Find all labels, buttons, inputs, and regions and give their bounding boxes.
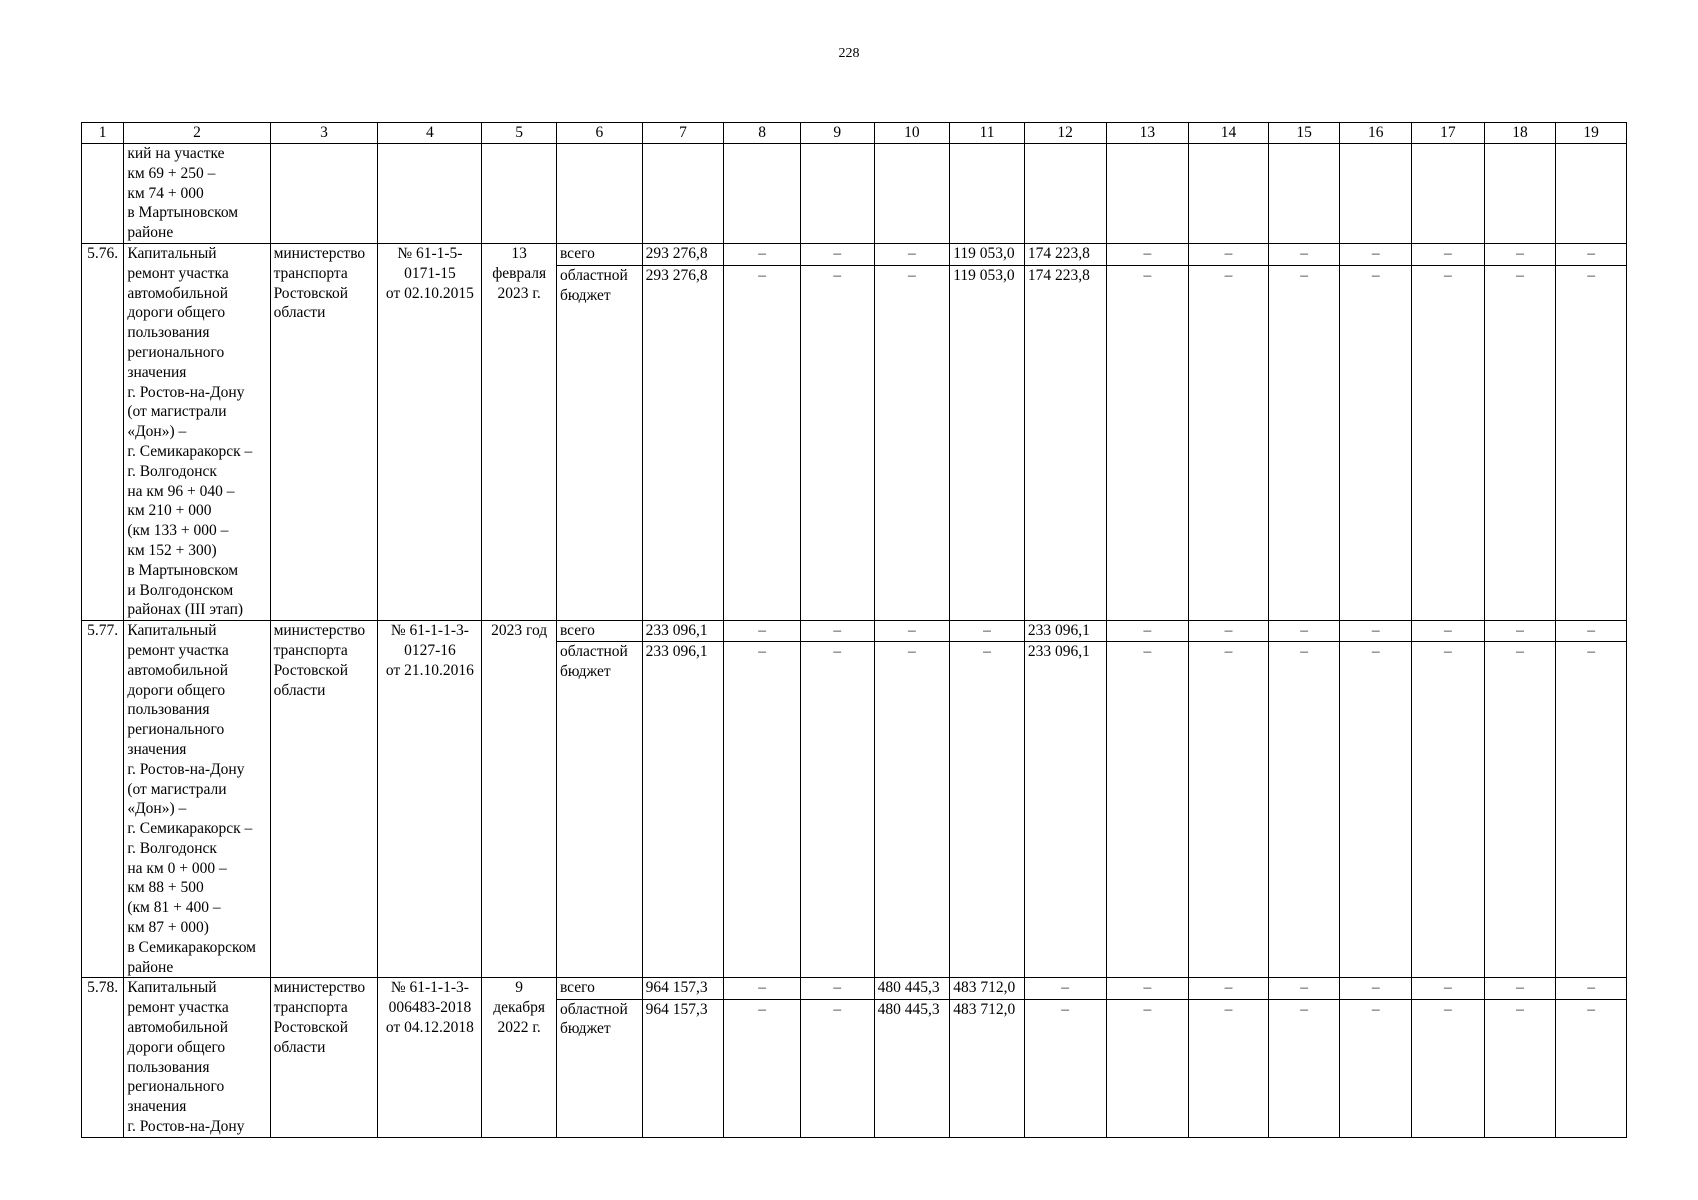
dash-cell: – [1106,265,1189,620]
amount-cell: 233 096,1 [1024,621,1106,642]
dash-cell: – [1189,978,1269,999]
dash-cell: – [1412,978,1485,999]
dash-cell: – [1268,978,1340,999]
object-description: Капитальный ремонт участка автомобильной дороги общего пользования регионального значения г. Ростов-на-Дону (от магистрали «Дон») – г. Семикаракорск – г. Волгодонск на км 0 + 000 – км 88 + 500 (км 81 + 400 – км 87 + 000) в Семикаракорском районе [124,621,270,978]
project-document: № 61-1-1-3- 006483-2018 от 04.12.2018 [378,978,482,1137]
empty-cell [1189,144,1269,244]
continuation-row [82,144,1627,244]
dash-cell: – [1024,999,1106,1137]
table-row [82,243,1627,265]
dash-cell: – [1106,621,1189,642]
row-number: 5.76. [82,243,124,620]
dash-cell: – [724,265,801,620]
empty-cell [1106,144,1189,244]
dash-cell: – [724,243,801,265]
empty-cell [482,144,557,244]
completion-date: 9 декабря 2022 г. [482,978,557,1137]
amount-cell: 119 053,0 [950,265,1025,620]
dash-cell: – [1556,978,1627,999]
column-number: 14 [1189,123,1269,144]
dash-cell: – [1106,978,1189,999]
column-number: 10 [874,123,950,144]
empty-cell [556,144,642,244]
project-document: № 61-1-1-3- 0127-16 от 21.10.2016 [378,621,482,978]
dash-cell: – [1268,621,1340,642]
dash-cell: – [1412,642,1485,978]
amount-cell: 480 445,3 [874,999,950,1137]
column-number: 13 [1106,123,1189,144]
column-number: 6 [556,123,642,144]
dash-cell: – [1556,999,1627,1137]
table-row [82,621,1627,642]
dash-cell: – [1189,243,1269,265]
object-description: Капитальный ремонт участка автомобильной дороги общего пользования регионального значения г. Ростов-на-Дону [124,978,270,1137]
amount-cell: 483 712,0 [950,978,1025,999]
dash-cell: – [724,621,801,642]
program-table [81,122,1627,1138]
amount-cell: 233 096,1 [1024,642,1106,978]
dash-cell: – [1106,642,1189,978]
dash-cell: – [1556,243,1627,265]
dash-cell: – [1106,243,1189,265]
dash-cell: – [874,243,950,265]
amount-cell: 964 157,3 [642,978,724,999]
object-description: кий на участке км 69 + 250 – км 74 + 000 в Мартыновском районе [124,144,270,244]
project-document: № 61-1-5- 0171-15 от 02.10.2015 [378,243,482,620]
dash-cell: – [1106,999,1189,1137]
dash-cell: – [800,642,874,978]
dash-cell: – [1412,621,1485,642]
dash-cell: – [1189,999,1269,1137]
dash-cell: – [724,978,801,999]
dash-cell: – [1340,642,1412,978]
empty-cell [1412,144,1485,244]
dash-cell: – [800,621,874,642]
amount-cell: 483 712,0 [950,999,1025,1137]
amount-cell: 119 053,0 [950,243,1025,265]
column-number: 16 [1340,123,1412,144]
customer: министерство транспорта Ростовской области [270,243,378,620]
customer: министерство транспорта Ростовской области [270,978,378,1137]
amount-cell: 233 096,1 [642,621,724,642]
column-number: 8 [724,123,801,144]
dash-cell: – [1484,265,1556,620]
amount-cell: 293 276,8 [642,243,724,265]
amount-cell: 174 223,8 [1024,243,1106,265]
dash-cell: – [800,265,874,620]
dash-cell: – [800,243,874,265]
column-number: 7 [642,123,724,144]
amount-cell: 174 223,8 [1024,265,1106,620]
dash-cell: – [874,621,950,642]
dash-cell: – [1340,265,1412,620]
column-number: 11 [950,123,1025,144]
dash-cell: – [950,621,1025,642]
dash-cell: – [1484,999,1556,1137]
row-number: 5.77. [82,621,124,978]
empty-cell [1268,144,1340,244]
dash-cell: – [1268,999,1340,1137]
dash-cell: – [1189,642,1269,978]
amount-cell: 293 276,8 [642,265,724,620]
dash-cell: – [950,642,1025,978]
column-number: 15 [1268,123,1340,144]
dash-cell: – [1556,642,1627,978]
dash-cell: – [1268,265,1340,620]
page-number: 228 [838,46,860,61]
dash-cell: – [724,999,801,1137]
column-number: 2 [124,123,270,144]
column-number-header-row [82,123,1627,144]
empty-cell [724,144,801,244]
empty-cell [874,144,950,244]
dash-cell: – [1268,642,1340,978]
funding-source: областной бюджет [556,999,642,1137]
completion-date: 13 февраля 2023 г. [482,243,557,620]
dash-cell: – [1340,243,1412,265]
column-number: 18 [1484,123,1556,144]
column-number: 17 [1412,123,1485,144]
empty-cell [1484,144,1556,244]
empty-cell [800,144,874,244]
funding-source: всего [556,243,642,265]
customer: министерство транспорта Ростовской области [270,621,378,978]
column-number: 4 [378,123,482,144]
dash-cell: – [1412,265,1485,620]
empty-cell [1556,144,1627,244]
dash-cell: – [1340,621,1412,642]
table-row [82,978,1627,999]
column-number: 12 [1024,123,1106,144]
funding-source: областной бюджет [556,265,642,620]
row-number: 5.78. [82,978,124,1137]
dash-cell: – [724,642,801,978]
column-number: 19 [1556,123,1627,144]
dash-cell: – [1484,621,1556,642]
empty-cell [950,144,1025,244]
dash-cell: – [1484,642,1556,978]
empty-cell [1024,144,1106,244]
dash-cell: – [1268,243,1340,265]
dash-cell: – [800,978,874,999]
dash-cell: – [1340,978,1412,999]
dash-cell: – [1412,999,1485,1137]
column-number: 9 [800,123,874,144]
dash-cell: – [1556,265,1627,620]
column-number: 5 [482,123,557,144]
funding-source: всего [556,621,642,642]
column-number: 3 [270,123,378,144]
dash-cell: – [800,999,874,1137]
dash-cell: – [874,265,950,620]
dash-cell: – [1484,978,1556,999]
object-description: Капитальный ремонт участка автомобильной дороги общего пользования регионального значения г. Ростов-на-Дону (от магистрали «Дон») – г. Семикаракорск – г. Волгодонск на км 96 + 040 – км 210 + 000 (км 133 + 000 – км 152 + 300) в Мартыновском и Волгодонском районах (III этап) [124,243,270,620]
dash-cell: – [1340,999,1412,1137]
column-number: 1 [82,123,124,144]
dash-cell: – [1412,243,1485,265]
empty-cell [378,144,482,244]
dash-cell: – [1024,978,1106,999]
amount-cell: 233 096,1 [642,642,724,978]
empty-cell [642,144,724,244]
funding-source: областной бюджет [556,642,642,978]
empty-cell [1340,144,1412,244]
dash-cell: – [1484,243,1556,265]
empty-cell [270,144,378,244]
dash-cell: – [1556,621,1627,642]
dash-cell: – [1189,265,1269,620]
dash-cell: – [874,642,950,978]
empty-cell [82,144,124,244]
funding-source: всего [556,978,642,999]
dash-cell: – [1189,621,1269,642]
amount-cell: 964 157,3 [642,999,724,1137]
completion-date: 2023 год [482,621,557,978]
amount-cell: 480 445,3 [874,978,950,999]
